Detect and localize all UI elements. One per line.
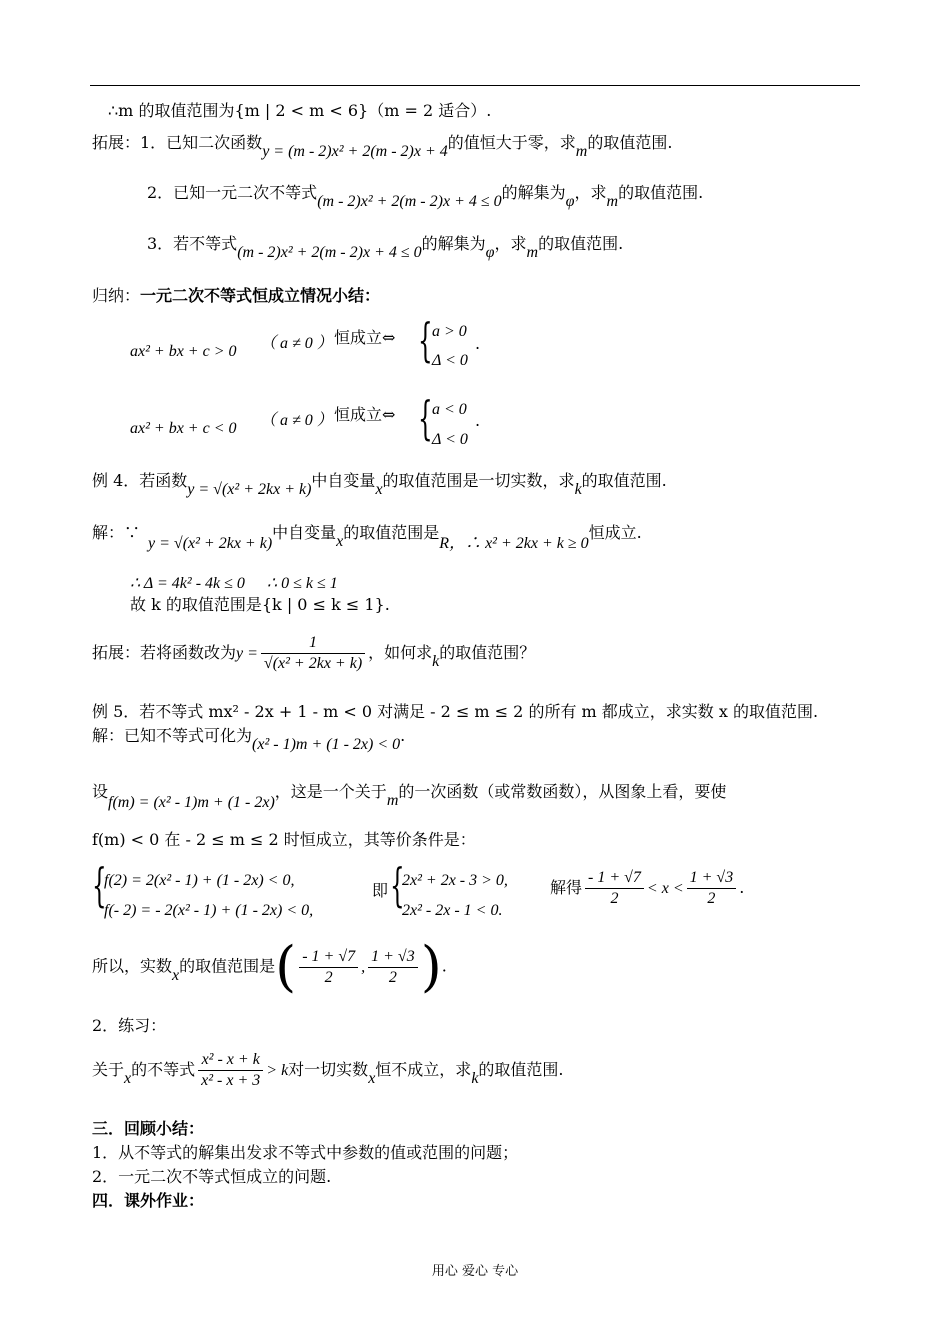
header-rule	[90, 85, 860, 86]
case1-lhs: ax² + bx + c > 0	[130, 343, 237, 360]
sol-mid: < x <	[646, 880, 684, 897]
ans-dot: .	[441, 956, 447, 976]
sysB-label: 即	[372, 881, 389, 900]
ans-frac2: $\frac{1 + √3}{2}$	[368, 947, 418, 988]
case2-delta: Δ < 0	[432, 431, 468, 448]
prac-rest: 的不等式	[131, 1060, 196, 1079]
ext1-label: 拓展：1．已知二次函数	[92, 133, 263, 152]
solution-result	[550, 868, 744, 909]
ext3-rest: 的解集为	[421, 234, 486, 253]
ext2-formula: (m - 2)x² + 2(m - 2)x + 4 ≤ 0	[317, 193, 502, 210]
ext1-var: m	[575, 143, 588, 160]
range-conclusion: ∴m 的取值范围为{m | 2 < m < 6}（m = 2 适合）.	[108, 101, 492, 120]
ext2-end: 的取值范围.	[618, 183, 704, 202]
sol4-line2	[130, 572, 338, 595]
ans-label: 所以，实数	[92, 956, 173, 976]
ex4-k: k	[574, 481, 582, 498]
summary-label: 归纳：	[92, 286, 141, 305]
set-label: 设	[92, 782, 109, 801]
ans-rparen: )	[420, 935, 442, 998]
ans-x: x	[172, 966, 180, 984]
sol4-formula: y = √(x² + 2kx + k)	[148, 535, 273, 552]
sol4-rest2: 的取值范围是	[343, 523, 440, 542]
ext3-rest2: ，求	[494, 234, 527, 253]
ext4-fraction: $\frac{1}{\text{√(x² + 2kx + k)}}$	[261, 633, 365, 674]
case1-a: a > 0	[432, 323, 467, 340]
practice-problem	[92, 1050, 564, 1091]
ext2-var: m	[606, 193, 619, 210]
ex4-end: 的取值范围.	[581, 471, 667, 490]
sysA-eq1: f(2) = 2(x² - 1) + (1 - 2x) < 0,	[104, 872, 295, 889]
case1-brace: {	[418, 313, 433, 367]
ex4-rest: 中自变量	[311, 471, 376, 490]
case1-cond: （ a ≠ 0 ）	[260, 335, 333, 352]
ext3-label: 3．若不等式	[147, 234, 238, 253]
extension-1	[92, 132, 673, 160]
condition-line: f(m) < 0 在 - 2 ≤ m ≤ 2 时恒成立，其等价条件是：	[92, 830, 476, 849]
sol-frac1: $\frac{- 1 + √7}{2}$	[585, 868, 644, 909]
sysB-eq2: 2x² - 2x - 1 < 0.	[402, 902, 503, 919]
sol4-delta: ∴ Δ = 4k² - 4k ≤ 0	[130, 575, 245, 592]
prac-k: k	[471, 1070, 479, 1087]
ext3-var: m	[526, 244, 539, 261]
solution-4	[92, 522, 642, 552]
extension-2	[147, 182, 704, 210]
prac-rest2: 对一切实数	[288, 1060, 369, 1079]
case2-lhs: ax² + bx + c < 0	[130, 420, 237, 437]
sysB-eq1: 2x² + 2x - 3 > 0,	[402, 872, 508, 889]
page-footer: 用心 爱心 专心	[431, 1264, 519, 1279]
case2-brace: {	[418, 391, 433, 445]
case1-text: 恒成立⇔	[334, 328, 396, 347]
ext4-end: 的取值范围？	[439, 643, 536, 662]
sol4-rest: 中自变量	[272, 523, 337, 542]
extension-3	[147, 233, 624, 261]
sysB-brace: {	[390, 858, 405, 912]
set-m: m	[386, 792, 399, 809]
homework-heading: 四．课外作业：	[92, 1191, 205, 1210]
ans-rest: 的取值范围是	[179, 956, 276, 976]
ex4-rest2: 的取值范围是一切实数，求	[382, 471, 575, 490]
case1-dot: .	[475, 334, 481, 353]
ext3-end: 的取值范围.	[538, 234, 624, 253]
ext2-rest2: ，求	[574, 183, 607, 202]
summary-title: 一元二次不等式恒成立情况小结：	[140, 286, 381, 305]
case2-text: 恒成立⇔	[334, 405, 396, 424]
set-rest: ，这是一个关于	[274, 782, 387, 801]
ext1-rest: 的值恒大于零，求	[447, 133, 576, 152]
sol4-rest3: ，∴ x² + 2kx + k ≥ 0	[449, 535, 589, 552]
sol4-label: 解：∵	[92, 523, 141, 542]
sol5-label: 解：已知不等式可化为	[92, 726, 253, 745]
example-4	[92, 470, 667, 498]
summary-heading	[92, 285, 380, 307]
ext1-formula: y = (m - 2)x² + 2(m - 2)x + 4	[262, 143, 448, 160]
prac-gt: > k	[266, 1062, 289, 1079]
ext2-phi: φ	[565, 193, 575, 210]
ans-frac1: $\frac{- 1 + √7}{2}$	[299, 947, 358, 988]
ext2-rest: 的解集为	[501, 183, 566, 202]
ex4-formula: y = √(x² + 2kx + k)	[187, 481, 312, 498]
sol4-k-range: ∴ 0 ≤ k ≤ 1	[266, 575, 338, 592]
ext4-y: y =	[236, 645, 258, 662]
prac-end: 的取值范围.	[478, 1060, 564, 1079]
case2-a: a < 0	[432, 401, 467, 418]
prac-fraction: $\frac{\text{x² - x + k}}{\text{x² - x + 3}}$	[198, 1050, 263, 1091]
example-5: 例 5．若不等式 mx² - 2x + 1 - m < 0 对满足 - 2 ≤ m ≤ 2 的所有 m 都成立，求实数 x 的取值范围.	[92, 702, 819, 721]
set-f	[92, 781, 727, 811]
prac-rest3: 恒不成立，求	[375, 1060, 472, 1079]
case2-cond: （ a ≠ 0 ）	[260, 412, 333, 429]
extension-4	[92, 633, 535, 674]
ex4-label: 例 4．若函数	[92, 471, 188, 490]
sol-label: 解得	[550, 878, 583, 897]
sol-frac2: $\frac{1 + √3}{2}$	[687, 868, 737, 909]
solution-5	[92, 725, 406, 753]
ext2-label: 2．已知一元二次不等式	[147, 183, 318, 202]
ext4-rest: ，如何求	[368, 643, 433, 662]
review-heading: 三．回顾小结：	[92, 1119, 205, 1138]
prac-x2: x	[368, 1070, 376, 1087]
prac-x: x	[124, 1070, 132, 1087]
sol4-x: x	[336, 533, 344, 550]
sol-dot: .	[739, 878, 745, 897]
ext3-phi: φ	[485, 244, 495, 261]
case2-dot: .	[475, 411, 481, 430]
sol4-end: 恒成立.	[588, 523, 642, 542]
ext1-end: 的取值范围.	[587, 133, 673, 152]
ans-lparen: (	[275, 935, 297, 998]
sol5-formula: (x² - 1)m + (1 - 2x) < 0	[252, 736, 401, 753]
sysA-eq2: f(- 2) = - 2(x² - 1) + (1 - 2x) < 0,	[104, 902, 314, 919]
set-formula: f(m) = (x² - 1)m + (1 - 2x)	[108, 794, 275, 811]
answer-line: 所以，实数x的取值范围是( $\frac{- 1 + √7}{2}$ , $\frac{1 + √3}{2}$ ).	[92, 935, 447, 998]
practice-heading: 2．练习：	[92, 1016, 167, 1035]
ext4-label: 拓展：若将函数改为	[92, 643, 237, 662]
review-item-1: 1．从不等式的解集出发求不等式中参数的值或范围的问题；	[92, 1143, 519, 1162]
ext3-formula: (m - 2)x² + 2(m - 2)x + 4 ≤ 0	[237, 244, 422, 261]
ext4-k: k	[432, 653, 440, 670]
prac-label: 关于	[92, 1060, 125, 1079]
sol4-line3: 故 k 的取值范围是{k | 0 ≤ k ≤ 1}.	[130, 595, 390, 614]
review-item-2: 2．一元二次不等式恒成立的问题.	[92, 1167, 332, 1186]
set-end: 的一次函数（或常数函数），从图象上看，要使	[398, 782, 727, 801]
sol5-dot: .	[400, 726, 406, 745]
case1-delta: Δ < 0	[432, 352, 468, 369]
sol4-R: R	[439, 535, 450, 552]
ex4-x: x	[375, 481, 383, 498]
sysA-brace: {	[92, 858, 107, 912]
